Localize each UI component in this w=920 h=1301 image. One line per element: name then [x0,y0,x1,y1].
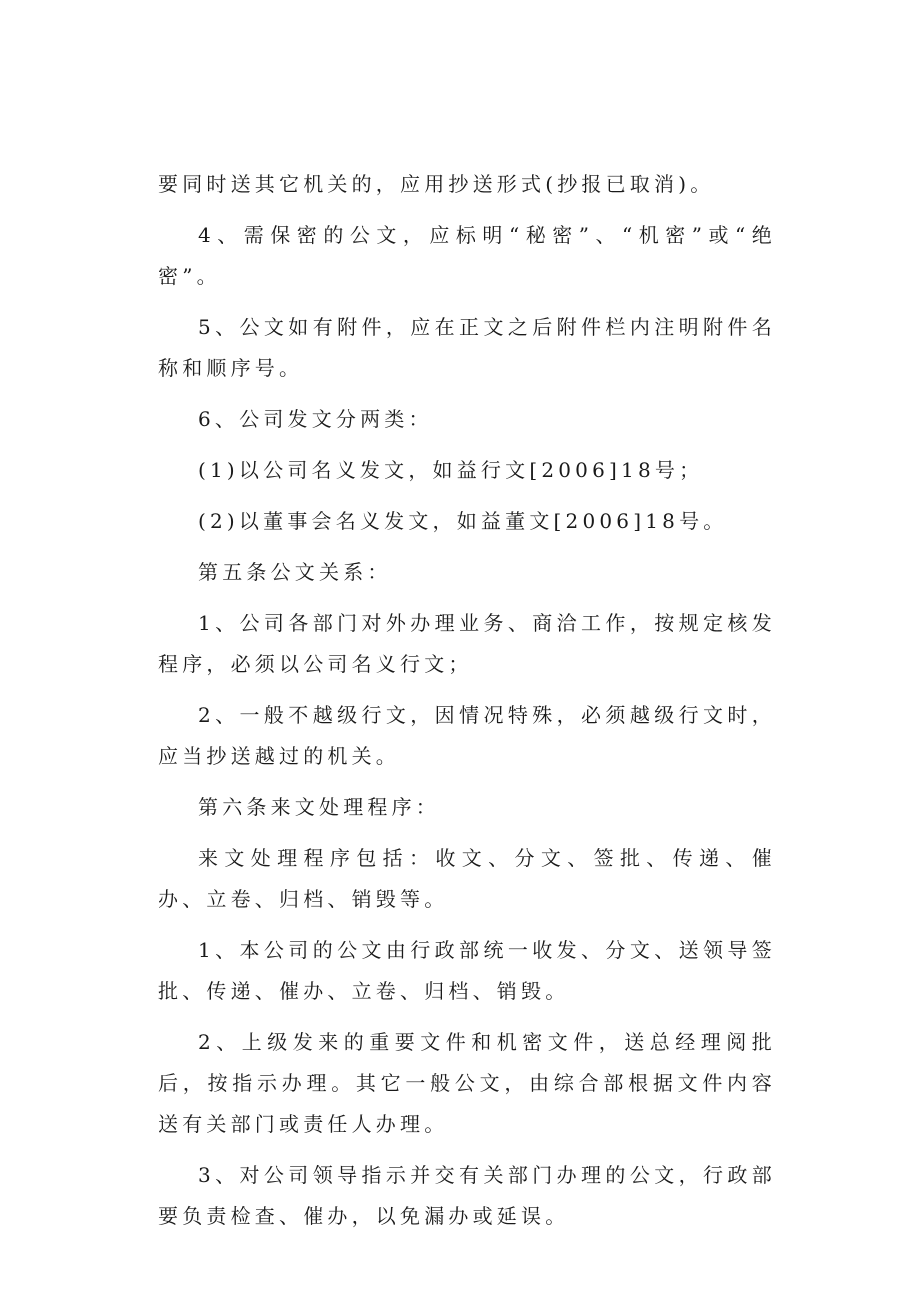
paragraph-article5-item-1: 1、公司各部门对外办理业务、商洽工作，按规定核发程序，必须以公司名义行文； [158,611,776,676]
document-body [158,164,776,1247]
paragraph-item-4-secrecy: 4、需保密的公文，应标明“秘密”、“机密”或“绝密”。 [158,223,776,288]
article-6-heading: 第六条来文处理程序： [198,795,440,819]
paragraph-article5-item-2: 2、一般不越级行文，因情况特殊，必须越级行文时，应当抄送越过的机关。 [158,703,776,768]
paragraph-item-6-issuance-types: 6、公司发文分两类： [198,407,433,431]
paragraph-article6-item-3: 3、对公司领导指示并交有关部门办理的公文，行政部要负责检查、催办，以免漏办或延误。 [158,1163,776,1228]
paragraph-article6-item-2: 2、上级发来的重要文件和机密文件，送总经理阅批后，按指示办理。其它一般公文，由综合部根据文件内容送有关部门或责任人办理。 [158,1030,776,1136]
paragraph-subitem-2-board: (2)以董事会名义发文，如益董文[2006]18号。 [198,509,728,533]
paragraph-article6-item-1: 1、本公司的公文由行政部统一收发、分文、送领导签批、传递、催办、立卷、归档、销毁。 [158,938,776,1003]
paragraph-continuation: 要同时送其它机关的，应用抄送形式(抄报已取消)。 [158,172,715,196]
article-5-heading: 第五条公文关系： [198,560,392,584]
paragraph-article6-intro: 来文处理程序包括：收文、分文、签批、传递、催办、立卷、归档、销毁等。 [158,846,776,911]
paragraph-item-5-attachments: 5、公文如有附件，应在正文之后附件栏内注明附件名称和顺序号。 [158,315,776,380]
paragraph-subitem-1-company: (1)以公司名义发文，如益行文[2006]18号； [198,458,704,482]
